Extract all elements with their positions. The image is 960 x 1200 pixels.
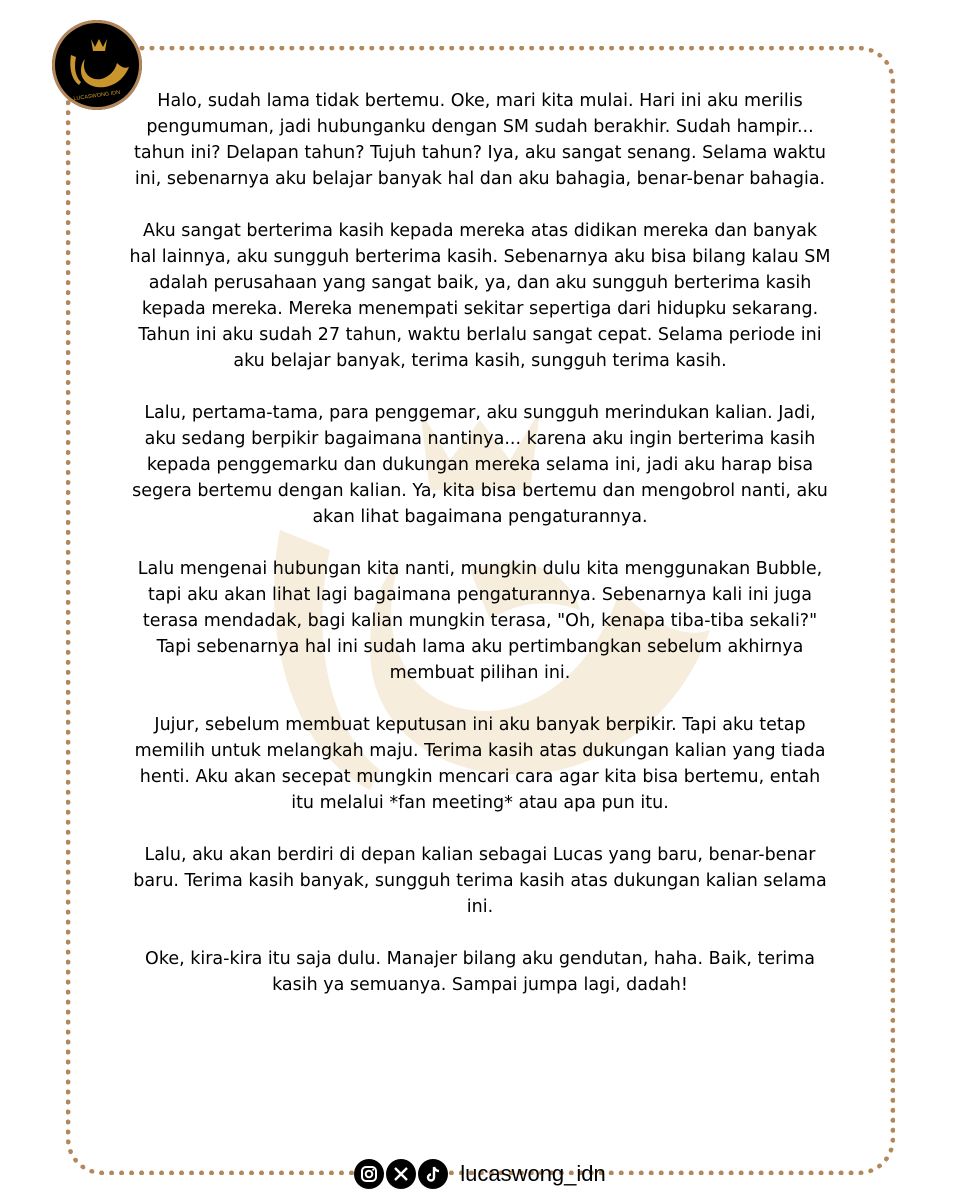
paragraph: Lalu mengenai hubungan kita nanti, mungkin dulu kita menggunakan Bubble, tapi aku akan lihat lagi bagaimana pengaturannya. Sebenarnya kali ini juga terasa mendadak, bagi kalian mungkin terasa, "Oh, kenapa tiba-tiba sekali?" Tapi sebenarnya hal ini sudah lama aku pertimbangkan sebelum akhirnya membuat pilihan ini. (137, 559, 823, 683)
svg-text:LUCASWONG IDN: LUCASWONG IDN (73, 89, 121, 103)
social-footer (0, 1156, 960, 1192)
paragraph: Oke, kira-kira itu saja dulu. Manajer bilang aku gendutan, haha. Baik, terima kasih ya semuanya. Sampai jumpa lagi, dadah! (145, 949, 815, 995)
paragraph: Lalu, aku akan berdiri di depan kalian sebagai Lucas yang baru, benar-benar baru. Terima kasih banyak, sungguh terima kasih atas dukungan kalian selama ini. (133, 845, 827, 917)
instagram-icon[interactable] (354, 1159, 384, 1189)
paragraph: Lalu, pertama-tama, para penggemar, aku sungguh merindukan kalian. Jadi, aku sedang berpikir bagaimana nantinya... karena aku ingin berterima kasih kepada penggemarku dan dukungan mereka selama ini, jadi aku harap bisa segera bertemu dengan kalian. Ya, kita bisa bertemu dan mengobrol nanti, aku akan lihat bagaimana pengaturannya. (132, 403, 828, 527)
x-icon[interactable] (386, 1159, 416, 1189)
paragraph: Jujur, sebelum membuat keputusan ini aku banyak berpikir. Tapi aku tetap memilih untuk melangkah maju. Terima kasih atas dukungan kalian yang tiada henti. Aku akan secepat mungkin mencari cara agar kita bisa bertemu, entah itu melalui *fan meeting* atau apa pun itu. (134, 715, 826, 813)
social-handle[interactable]: lucaswong_idn (460, 1161, 606, 1186)
paragraph: Halo, sudah lama tidak bertemu. Oke, mari kita mulai. Hari ini aku merilis pengumuman, jadi hubunganku dengan SM sudah berakhir. Sudah hampir... tahun ini? Delapan tahun? Tujuh tahun? Iya, aku sangat senang. Selama waktu ini, sebenarnya aku belajar banyak hal dan aku bahagia, benar-benar bahagia. (133, 91, 827, 189)
paragraph: Aku sangat berterima kasih kepada mereka atas didikan mereka dan banyak hal lainnya, aku sungguh berterima kasih. Sebenarnya aku bisa bilang kalau SM adalah perusahaan yang sangat baik, ya, dan aku sungguh berterima kasih kepada mereka. Mereka menempati sekitar sepertiga dari hidupku sekarang. Tahun ini aku sudah 27 tahun, waktu berlalu sangat cepat. Selama periode ini aku belajar banyak, terima kasih, sungguh terima kasih. (129, 221, 831, 371)
announcement-text (128, 88, 832, 1024)
tiktok-icon[interactable] (418, 1159, 448, 1189)
